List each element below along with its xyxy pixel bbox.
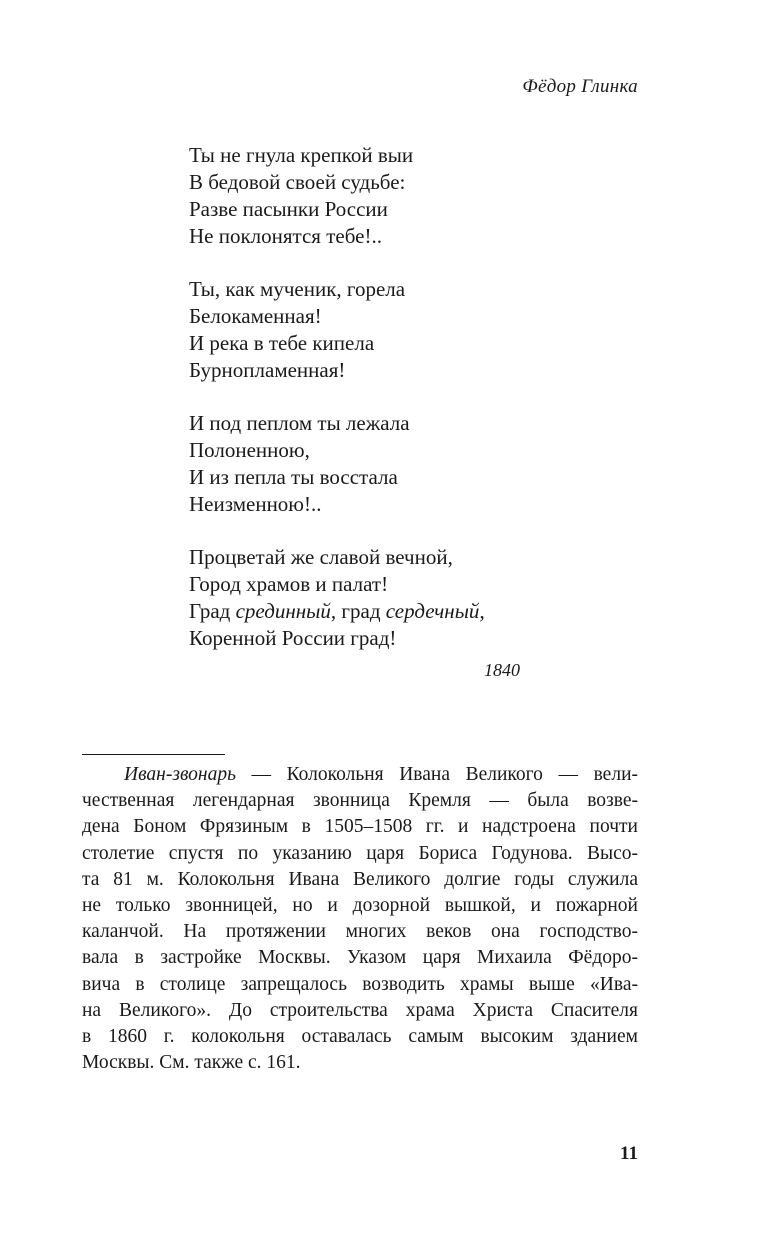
footnote-line: каланчой. На протяжении многих веков она господство- xyxy=(82,921,638,943)
stanza-4 xyxy=(189,544,549,652)
footnote-term: Иван-звонарь xyxy=(124,764,236,785)
stanza-1 xyxy=(189,142,549,250)
footnote-line: в 1860 г. колокольня оставалась самым высоким зданием xyxy=(82,1026,638,1048)
footnote-line: дена Боном Фрязиным в 1505–1508 гг. и надстроена почти xyxy=(82,816,638,838)
running-head-author: Фёдор Глинка xyxy=(522,76,638,97)
poem-line xyxy=(189,598,549,625)
footnote-divider xyxy=(82,754,225,755)
poem-line: И под пеплом ты лежала xyxy=(189,411,410,435)
poem-line: Не поклонятся тебе!.. xyxy=(189,224,382,248)
footnote-line: не только звонницей, но и дозорной вышкой, и пожарной xyxy=(82,895,638,917)
footnote-line: та 81 м. Колокольня Ивана Великого долгие годы служила xyxy=(82,868,638,890)
stanza-3 xyxy=(189,410,549,518)
footnote-text: — Колокольня Ивана Великого — вели- xyxy=(235,764,638,785)
footnote-line xyxy=(82,762,638,788)
page-number: 11 xyxy=(620,1143,638,1164)
poem-line: И река в тебе кипела xyxy=(189,331,375,355)
poem-emphasis: сердечный xyxy=(385,599,480,623)
poem-line: Процветай же славой вечной, xyxy=(189,545,453,569)
poem-line: Коренной России град! xyxy=(189,626,397,650)
poem-line: В бедовой своей судьбе: xyxy=(189,170,406,194)
poem-line: Неизменною!.. xyxy=(189,492,322,516)
poem-line: Ты, как мученик, горела xyxy=(189,277,406,301)
footnote-line: вича в столице запрещалось возводить храмы выше «Ива- xyxy=(82,973,638,995)
poem-line: Разве пасынки России xyxy=(189,197,388,221)
poem-text: , град xyxy=(330,599,386,623)
footnote-line: на Великого». До строительства храма Христа Спасителя xyxy=(82,999,638,1021)
footnote-line: вала в застройке Москвы. Указом царя Михаила Фёдоро- xyxy=(82,947,638,969)
poem-date: 1840 xyxy=(484,660,520,680)
stanza-2 xyxy=(189,276,549,384)
poem xyxy=(189,142,549,678)
poem-line: И из пепла ты восстала xyxy=(189,465,398,489)
poem-line: Белокаменная! xyxy=(189,304,322,328)
footnote-line: столетие спустя по указанию царя Бориса Годунова. Высо- xyxy=(82,842,638,864)
poem-text: , xyxy=(479,599,485,623)
poem-line: Ты не гнула крепкой выи xyxy=(189,143,414,167)
poem-line: Полоненною, xyxy=(189,438,310,462)
poem-text: Град xyxy=(189,599,236,623)
footnote-line: чественная легендарная звонница Кремля — была возве- xyxy=(82,790,638,812)
poem-line: Город храмов и палат! xyxy=(189,572,389,596)
poem-line: Бурнопламенная! xyxy=(189,358,346,382)
footnote-line: Москвы. См. также с. 161. xyxy=(82,1052,301,1074)
poem-emphasis: срединный xyxy=(235,599,331,623)
footnote xyxy=(82,762,638,1076)
